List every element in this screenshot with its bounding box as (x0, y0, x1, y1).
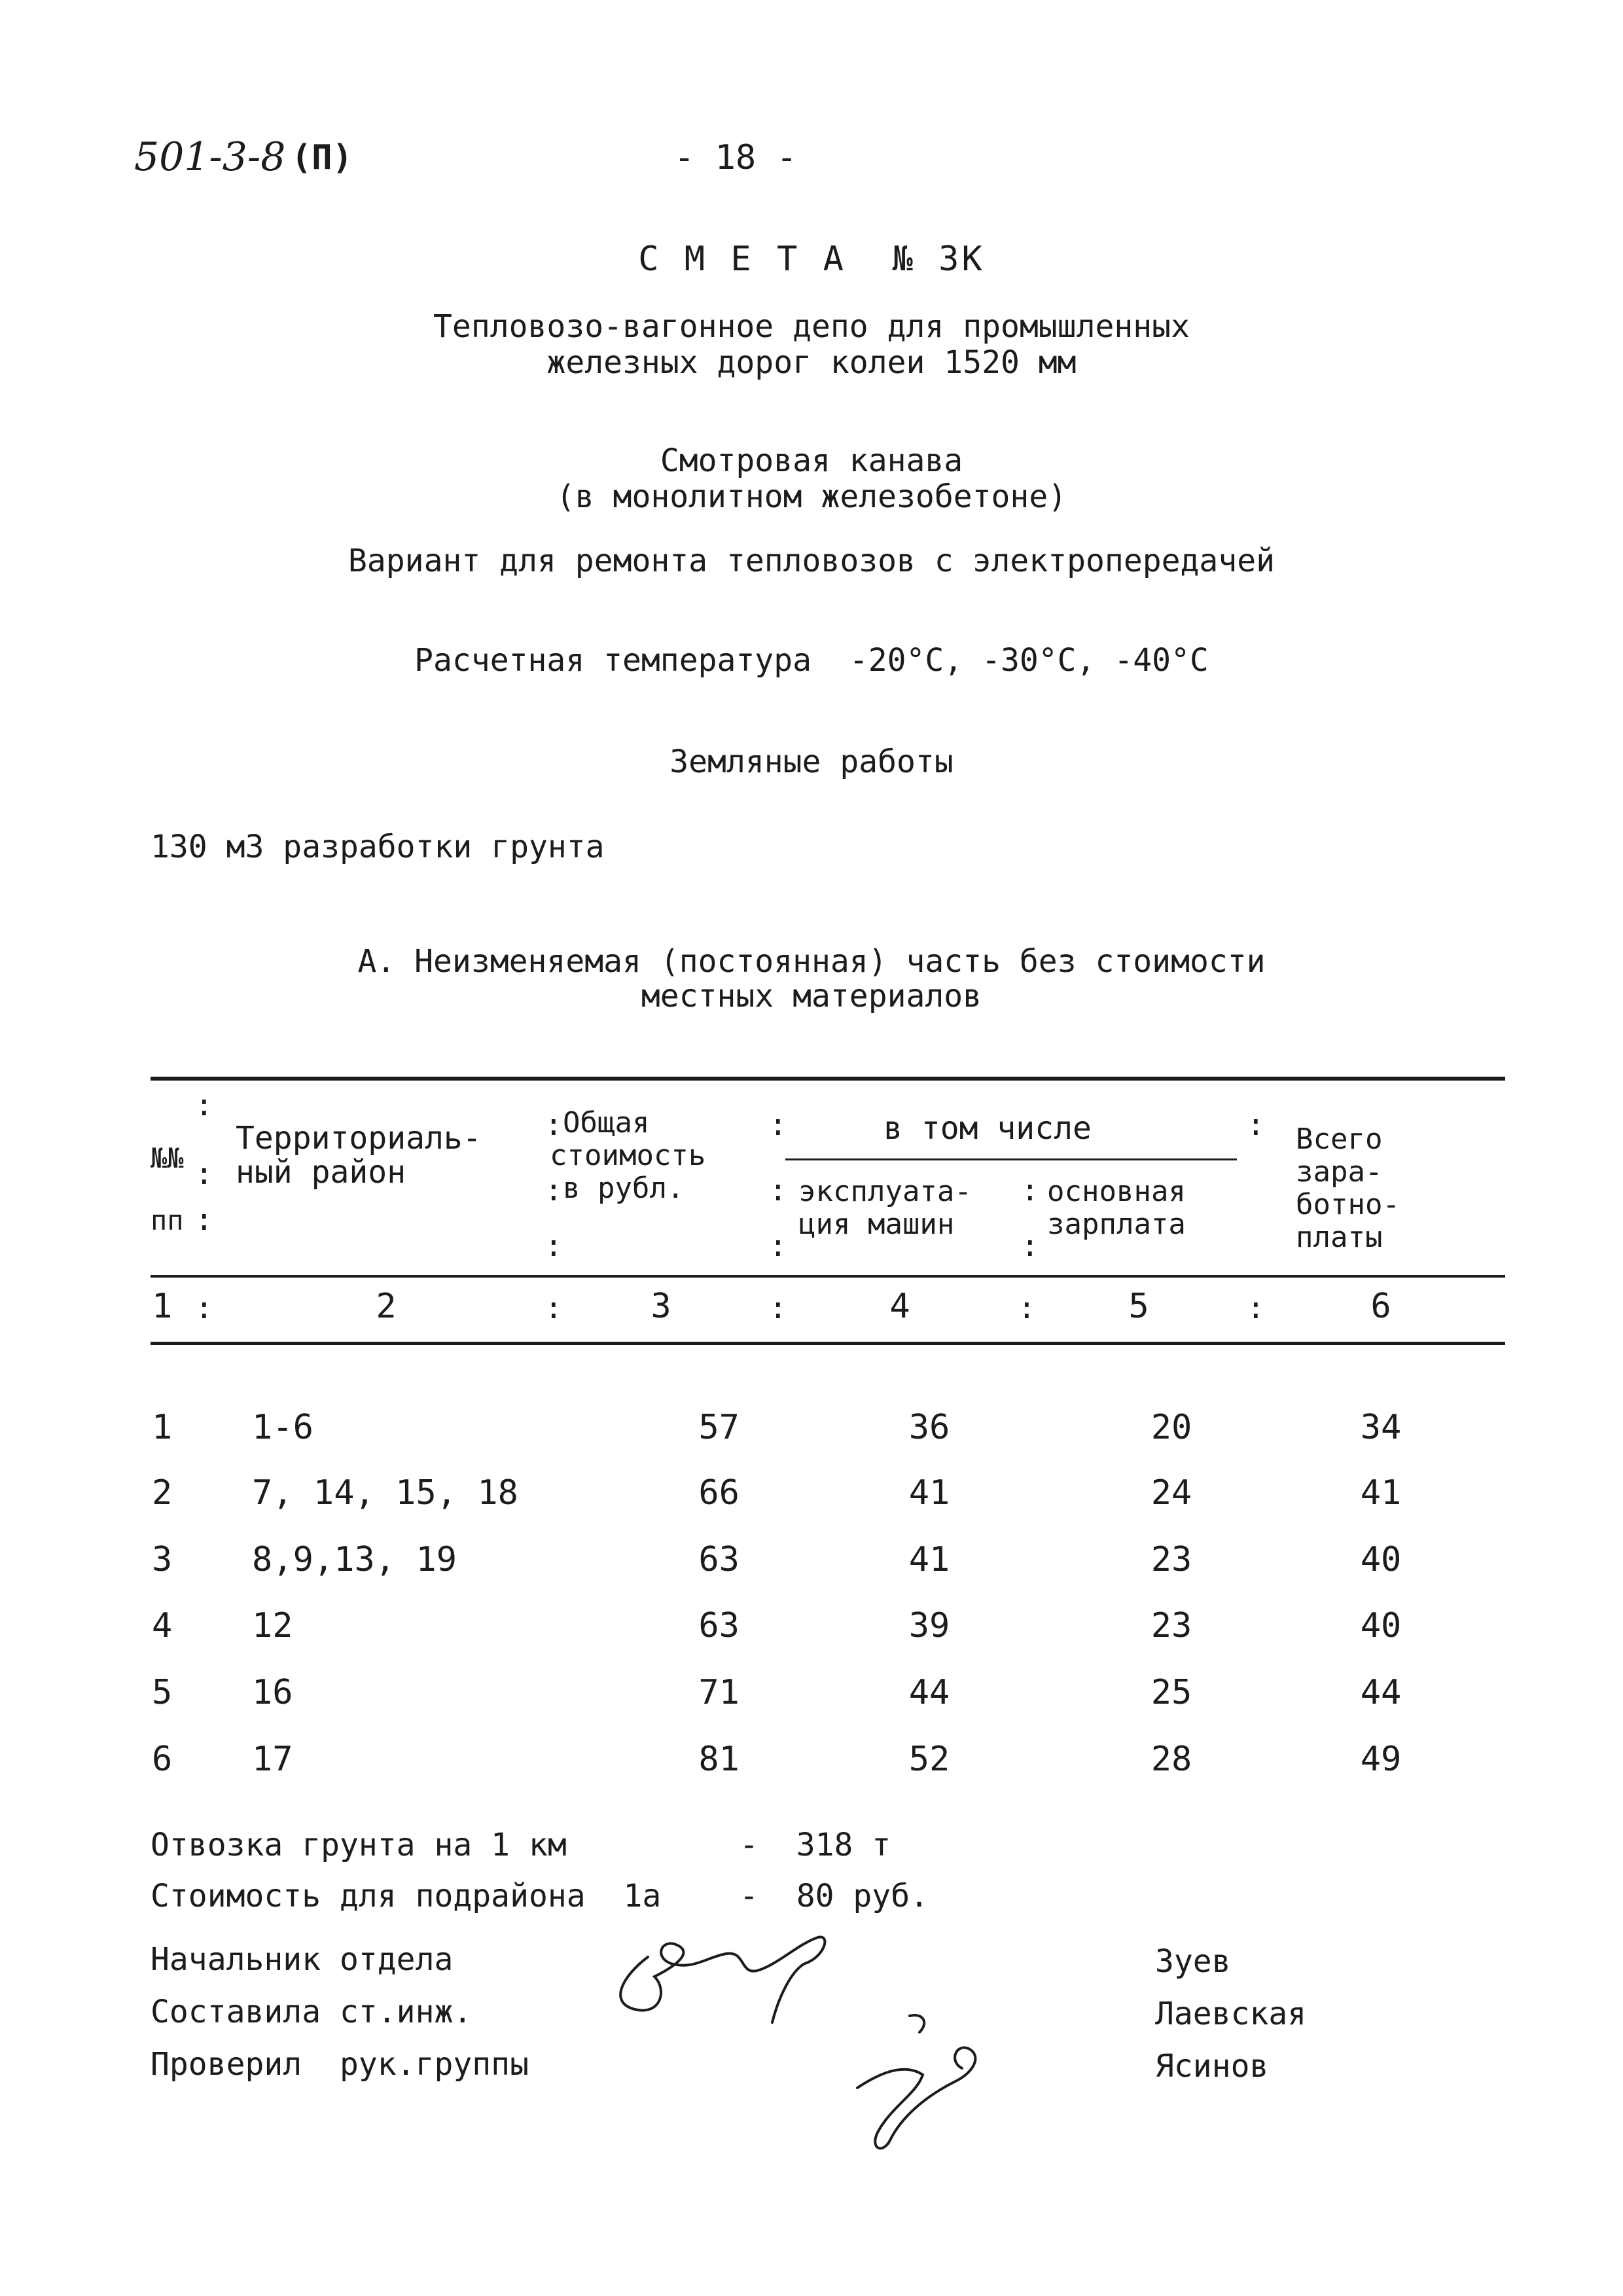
separator-colon: : (1021, 1172, 1039, 1208)
column-number-3: 3 (651, 1287, 671, 1326)
row-wages: 34 (1360, 1408, 1402, 1447)
row-region: 17 (252, 1740, 293, 1779)
row-number: 1 (152, 1408, 173, 1447)
separator-colon: : (1021, 1228, 1039, 1263)
header-machines-b: ция машин (798, 1208, 955, 1241)
row-region: 1-6 (252, 1408, 313, 1447)
column-number-5: 5 (1128, 1287, 1149, 1326)
header-wages-b: зара- (1296, 1155, 1383, 1189)
handwritten-signature-checker (818, 2003, 1027, 2160)
cost-value: - 80 руб. (740, 1878, 929, 1914)
header-machines-a: эксплуата- (798, 1175, 972, 1208)
object-title-line1: Тепловозо-вагонное депо для промышленных (433, 308, 1190, 345)
haul-value: - 318 т (740, 1827, 891, 1863)
row-machines: 44 (908, 1673, 950, 1712)
works-line: Земляные работы (669, 744, 954, 780)
document-code: 501-3-8 (134, 134, 286, 180)
header-region-b: ный район (236, 1154, 406, 1191)
row-wages: 49 (1360, 1740, 1402, 1779)
row-machines: 39 (908, 1606, 950, 1645)
row-wages: 44 (1360, 1673, 1402, 1712)
temperature-line: Расчетная температура -20°С, -30°С, -40°С (414, 642, 1209, 679)
row-number: 3 (152, 1540, 173, 1579)
header-region-a: Территориаль- (236, 1120, 482, 1157)
row-number: 2 (152, 1473, 173, 1513)
header-total-c: в рубл. (563, 1172, 685, 1205)
section-heading-line1: А. Неизменяемая (постоянная) часть без стоимости (357, 943, 1266, 980)
row-machines: 52 (908, 1740, 950, 1779)
row-region: 8,9,13, 19 (252, 1540, 457, 1579)
subheader-rule (785, 1158, 1237, 1160)
row-wages: 41 (1360, 1473, 1402, 1513)
row-salary: 25 (1150, 1673, 1192, 1712)
separator-colon: : (769, 1107, 787, 1142)
separator-colon: : (769, 1290, 787, 1325)
separator-colon: : (1247, 1290, 1265, 1325)
row-machines: 41 (908, 1540, 950, 1579)
table-top-rule (151, 1077, 1505, 1081)
column-number-2: 2 (376, 1287, 397, 1326)
separator-colon: : (195, 1290, 213, 1325)
row-machines: 36 (908, 1408, 950, 1447)
header-bottom-rule (151, 1275, 1505, 1278)
row-salary: 24 (1150, 1473, 1192, 1513)
row-region: 7, 14, 15, 18 (252, 1473, 518, 1513)
header-salary-b: зарплата (1047, 1208, 1186, 1241)
row-total: 63 (698, 1540, 740, 1579)
column-number-1: 1 (152, 1287, 173, 1326)
row-region: 12 (252, 1606, 293, 1645)
separator-colon: : (769, 1228, 787, 1263)
signature-role-head: Начальник отдела (151, 1941, 454, 1978)
row-total: 81 (698, 1740, 740, 1779)
row-total: 63 (698, 1606, 740, 1645)
column-number-rule (151, 1342, 1505, 1345)
separator-colon: : (544, 1107, 563, 1142)
column-number-4: 4 (889, 1287, 910, 1326)
subject-line1: Смотровая канава (660, 442, 963, 479)
row-wages: 40 (1360, 1606, 1402, 1645)
row-salary: 20 (1150, 1408, 1192, 1447)
header-total-a: Общая (563, 1106, 650, 1139)
row-salary: 23 (1150, 1606, 1192, 1645)
separator-colon: : (1247, 1107, 1265, 1142)
signature-role-compiler: Составила ст.инж. (151, 1994, 473, 2030)
header-wages-d: платы (1296, 1221, 1383, 1254)
header-total-b: стоимость (550, 1139, 706, 1172)
header-wages-c: ботно- (1296, 1188, 1400, 1221)
signature-name-checker: Ясинов (1155, 2048, 1269, 2085)
separator-colon: : (1018, 1290, 1036, 1325)
row-region: 16 (252, 1673, 293, 1712)
separator-colon: : (544, 1172, 563, 1208)
signature-name-compiler: Лаевская (1155, 1996, 1307, 2032)
row-number: 6 (152, 1740, 173, 1779)
object-title-line2: железных дорог колеи 1520 мм (546, 344, 1077, 381)
separator-colon: : (544, 1228, 563, 1263)
variant-line: Вариант для ремонта тепловозов с электропередачей (348, 543, 1275, 579)
cost-label: Стоимость для подрайона 1а (151, 1878, 662, 1914)
signature-name-head: Зуев (1155, 1943, 1231, 1980)
page-number: - 18 - (674, 138, 797, 177)
document-code-suffix: (П) (291, 138, 353, 177)
header-wages-a: Всего (1296, 1122, 1383, 1156)
subject-line2: (в монолитном железобетоне) (556, 478, 1067, 515)
row-total: 66 (698, 1473, 740, 1513)
haul-label: Отвозка грунта на 1 км (151, 1827, 567, 1863)
separator-colon: : (195, 1087, 213, 1122)
header-number-b: пп (151, 1204, 184, 1236)
section-heading-line2: местных материалов (641, 978, 982, 1014)
header-including: в том числе (883, 1110, 1092, 1147)
column-number-6: 6 (1370, 1287, 1391, 1326)
separator-colon: : (544, 1290, 563, 1325)
row-number: 5 (152, 1673, 173, 1712)
row-machines: 41 (908, 1473, 950, 1513)
signature-role-checker: Проверил рук.группы (151, 2046, 529, 2083)
estimate-title: С М Е Т А № 3К (638, 240, 985, 279)
header-number-a: №№ (151, 1142, 184, 1174)
separator-colon: : (769, 1172, 787, 1208)
row-total: 57 (698, 1408, 740, 1447)
separator-colon: : (195, 1156, 213, 1191)
volume-line: 130 м3 разработки грунта (151, 829, 605, 865)
row-salary: 23 (1150, 1540, 1192, 1579)
row-total: 71 (698, 1673, 740, 1712)
row-salary: 28 (1150, 1740, 1192, 1779)
header-salary-a: основная (1047, 1175, 1186, 1208)
separator-colon: : (195, 1202, 213, 1237)
row-number: 4 (152, 1606, 173, 1645)
row-wages: 40 (1360, 1540, 1402, 1579)
